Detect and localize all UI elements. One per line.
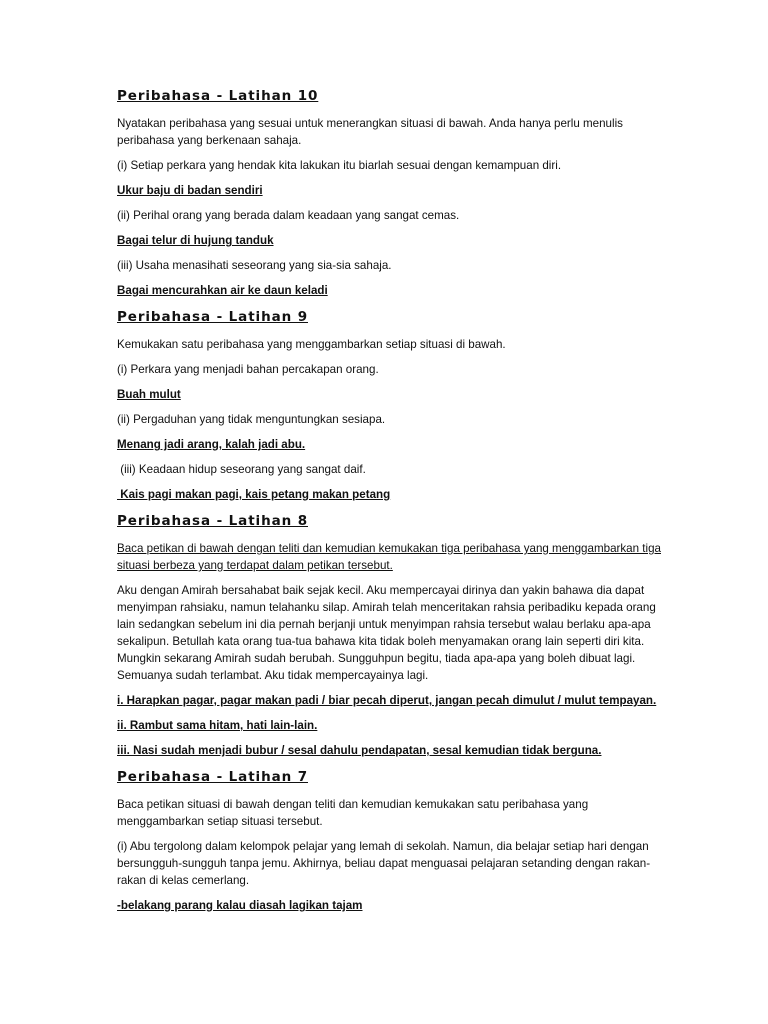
section-title: Peribahasa - Latihan 7 <box>117 769 308 785</box>
answer-text: Buah mulut <box>117 388 181 401</box>
answer-text: ii. Rambut sama hitam, hati lain-lain. <box>117 719 318 732</box>
section-latihan-7 <box>117 767 668 914</box>
answer-text: iii. Nasi sudah menjadi bubur / sesal dahulu pendapatan, sesal kemudian tidak berguna. <box>117 744 602 757</box>
section-latihan-10 <box>117 86 668 299</box>
question-text: (ii) Perihal orang yang berada dalam keadaan yang sangat cemas. <box>117 209 460 222</box>
answer-text: Kais pagi makan pagi, kais petang makan petang <box>117 488 391 501</box>
instruction-text: Nyatakan peribahasa yang sesuai untuk menerangkan situasi di bawah. Anda hanya perlu menulis peribahasa yang berkenaan sahaja. <box>117 117 623 147</box>
section-title: Peribahasa - Latihan 8 <box>117 513 308 529</box>
answer-text: -belakang parang kalau diasah lagikan tajam <box>117 899 363 912</box>
answer-text: Bagai mencurahkan air ke daun keladi <box>117 284 328 297</box>
answer-text: Menang jadi arang, kalah jadi abu. <box>117 438 306 451</box>
passage-text: Aku dengan Amirah bersahabat baik sejak kecil. Aku mempercayai dirinya dan yakin bahawa dia dapat menyimpan rahsiaku, namun telahanku silap. Amirah telah menceritakan rahsia peribadiku kepada orang lain sedangkan sebelum ini dia pernah berjanji untuk menyimpan rahsia tersebut walau berlaku apa-apa sekalipun. Betullah kata orang tua-tua bahawa kita tidak boleh menyamakan orang lain seperti diri kita. Mungkin sekarang Amirah sudah berubah. Sungguhpun begitu, tiada apa-apa yang boleh dibuat lagi. Semuanya sudah terlambat. Aku tidak mempercayainya lagi. <box>117 584 656 682</box>
instruction-text: Baca petikan situasi di bawah dengan teliti dan kemudian kemukakan satu peribahasa yang menggambarkan setiap situasi tersebut. <box>117 798 589 828</box>
question-text: (i) Abu tergolong dalam kelompok pelajar yang lemah di sekolah. Namun, dia belajar setiap hari dengan bersungguh-sungguh tanpa jemu. Akhirnya, beliau dapat menguasai pelajaran setanding dengan rakan-rakan di kelas cemerlang. <box>117 840 651 887</box>
section-title: Peribahasa - Latihan 9 <box>117 309 308 325</box>
section-latihan-8 <box>117 511 668 759</box>
question-text: (i) Perkara yang menjadi bahan percakapan orang. <box>117 363 379 376</box>
section-latihan-9 <box>117 307 668 503</box>
question-text: (iii) Keadaan hidup seseorang yang sangat daif. <box>117 463 366 476</box>
answer-text: Bagai telur di hujung tanduk <box>117 234 274 247</box>
question-text: (ii) Pergaduhan yang tidak menguntungkan sesiapa. <box>117 413 386 426</box>
instruction-text: Baca petikan di bawah dengan teliti dan kemudian kemukakan tiga peribahasa yang menggambarkan tiga situasi berbeza yang terdapat dalam petikan tersebut. <box>117 542 661 572</box>
answer-text: i. Harapkan pagar, pagar makan padi / biar pecah diperut, jangan pecah dimulut / mulut tempayan. <box>117 694 657 707</box>
question-text: (i) Setiap perkara yang hendak kita lakukan itu biarlah sesuai dengan kemampuan diri. <box>117 159 562 172</box>
section-title: Peribahasa - Latihan 10 <box>117 88 319 104</box>
instruction-text: Kemukakan satu peribahasa yang menggambarkan setiap situasi di bawah. <box>117 338 506 351</box>
question-text: (iii) Usaha menasihati seseorang yang sia-sia sahaja. <box>117 259 392 272</box>
answer-text: Ukur baju di badan sendiri <box>117 184 263 197</box>
